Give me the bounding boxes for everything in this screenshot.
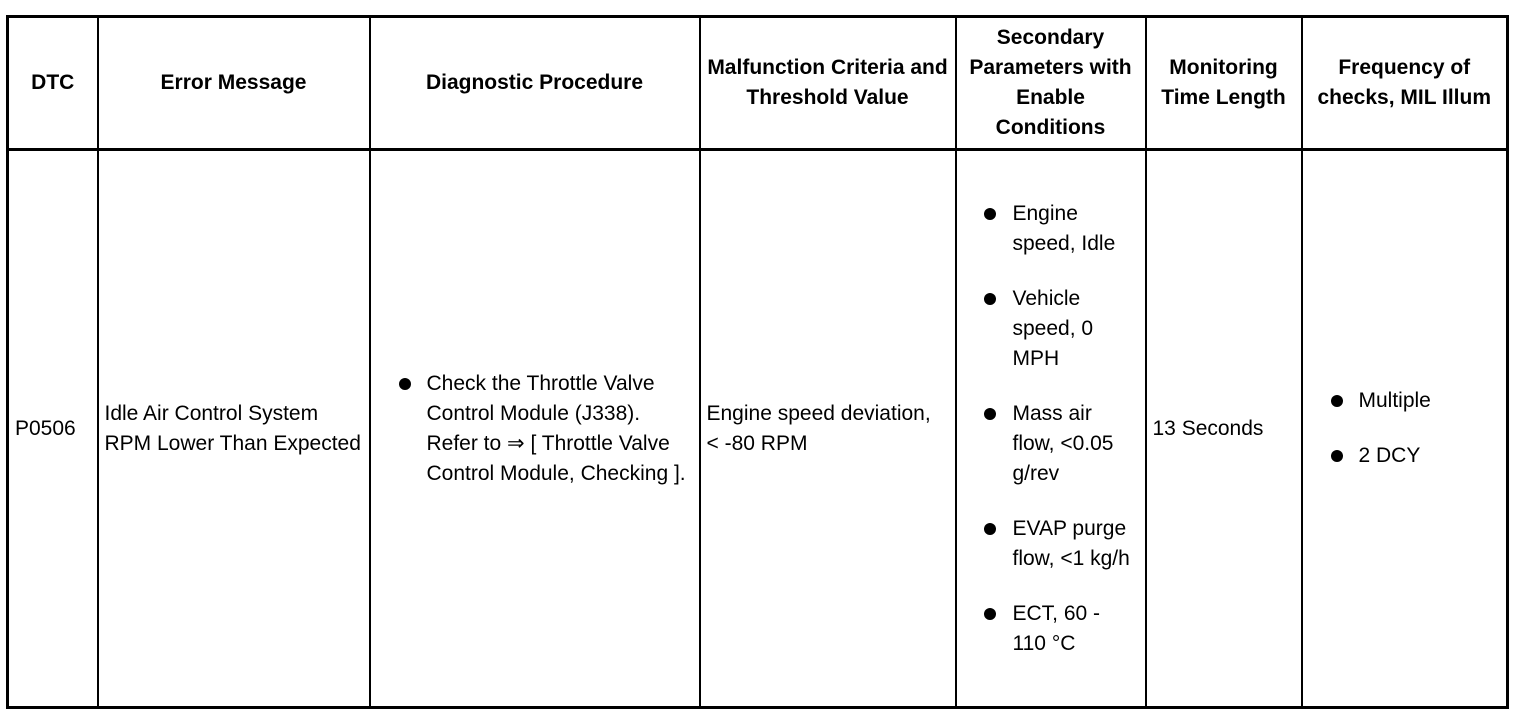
dtc-table (6, 15, 1509, 709)
procedure-list (377, 369, 693, 489)
cell-secondary-parameters (956, 150, 1146, 708)
header-row (8, 17, 1508, 150)
header-malfunction-criteria: Malfunction Criteria and Threshold Value (700, 17, 956, 150)
cell-frequency (1302, 150, 1508, 708)
list-item: ECT, 60 - 110 °C (963, 599, 1139, 659)
header-diagnostic-procedure: Diagnostic Procedure (370, 17, 700, 150)
list-item: Vehicle speed, 0 MPH (963, 284, 1139, 374)
cell-error-message: Idle Air Control System RPM Lower Than Expected (98, 150, 370, 708)
header-secondary-parameters: Secondary Parameters with Enable Conditions (956, 17, 1146, 150)
table-row (8, 150, 1508, 708)
list-item: Multiple (1309, 386, 1501, 416)
header-frequency: Frequency of checks, MIL Illum (1302, 17, 1508, 150)
list-item: Check the Throttle Valve Control Module (J338). Refer to ⇒ [ Throttle Valve Control Module, Checking ]. (377, 369, 693, 489)
list-item: Engine speed, Idle (963, 199, 1139, 259)
frequency-list (1309, 386, 1501, 471)
list-item: EVAP purge flow, <1 kg/h (963, 514, 1139, 574)
list-item: 2 DCY (1309, 441, 1501, 471)
cell-dtc-code: P0506 (8, 150, 98, 708)
header-error-message: Error Message (98, 17, 370, 150)
list-item: Mass air flow, <0.05 g/rev (963, 399, 1139, 489)
cell-diagnostic-procedure (370, 150, 700, 708)
header-dtc: DTC (8, 17, 98, 150)
cell-monitoring-time: 13 Seconds (1146, 150, 1302, 708)
cell-malfunction-criteria: Engine speed deviation, < -80 RPM (700, 150, 956, 708)
parameters-list (963, 199, 1139, 659)
header-monitoring-time: Monitoring Time Length (1146, 17, 1302, 150)
